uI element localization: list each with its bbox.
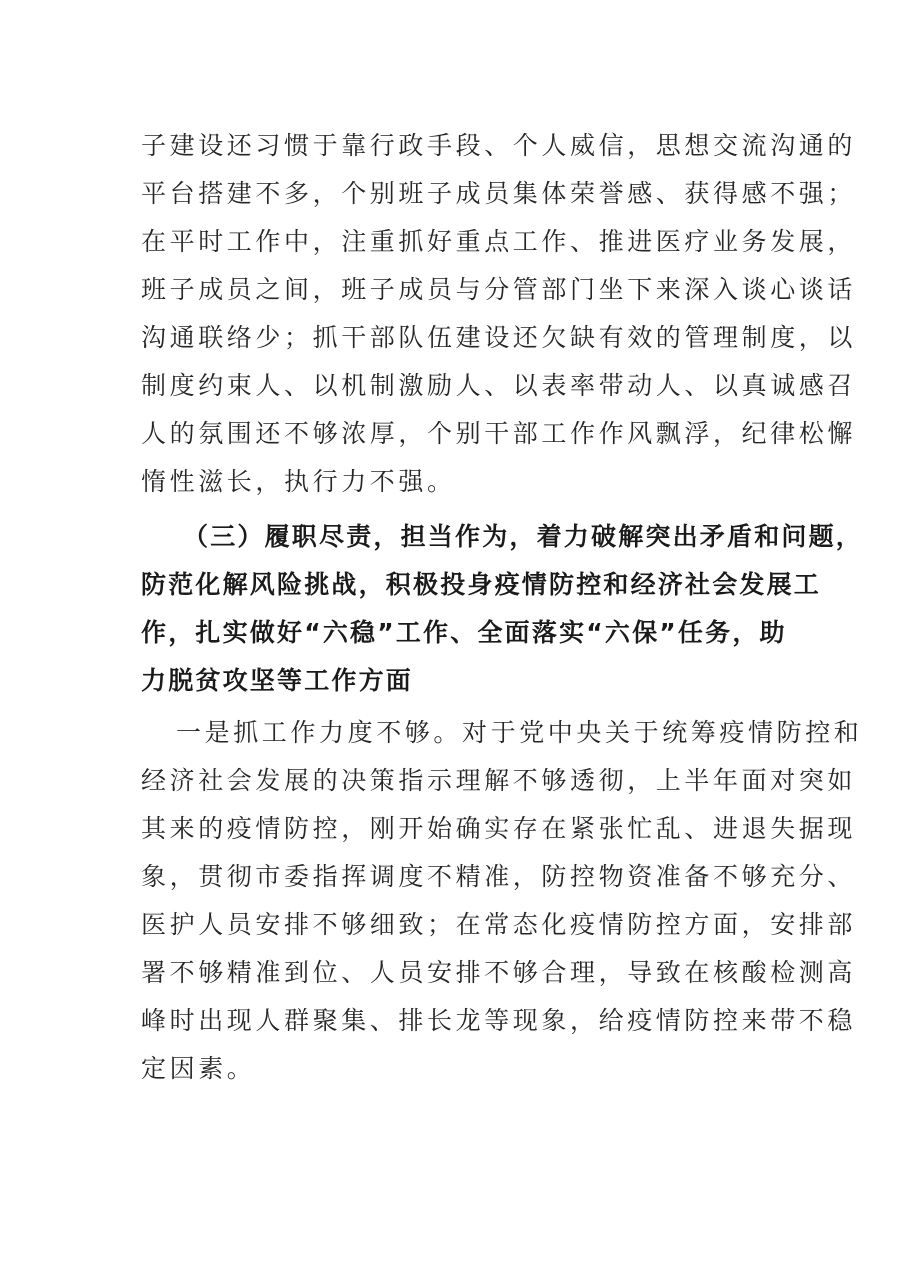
paragraph-1-line: 平台搭建不多，个别班子成员集体荣誉感、获得感不强； xyxy=(141,179,857,208)
paragraph-1-line: 沟通联络少；抓干部队伍建设还欠缺有效的管理制度，以 xyxy=(141,323,857,352)
section-heading-line: 力脱贫攻坚等工作方面 xyxy=(141,666,414,695)
section-heading-line: （三）履职尽责，担当作为，着力破解突出矛盾和问题， xyxy=(183,522,864,551)
paragraph-1-line: 人的氛围还不够浓厚，个别干部工作作风飘浮，纪律松懈 xyxy=(141,419,857,448)
paragraph-1-line: 惰性滋长，执行力不强。 xyxy=(141,467,456,496)
paragraph-2-line: 医护人员安排不够细致；在常态化疫情防控方面，安排部 xyxy=(141,910,857,939)
paragraph-1-line: 子建设还习惯于靠行政手段、个人威信，思想交流沟通的 xyxy=(141,131,857,160)
paragraph-2-line: 峰时出现人群聚集、排长龙等现象，给疫情防控来带不稳 xyxy=(141,1006,857,1035)
paragraph-2-line: 象，贯彻市委指挥调度不精准，防控物资准备不够充分、 xyxy=(141,862,857,891)
section-heading-line: 作，扎实做好“六稳”工作、全面落实“六保”任务，助 xyxy=(141,618,787,647)
paragraph-2-line: 经济社会发展的决策指示理解不够透彻，上半年面对突如 xyxy=(141,766,857,795)
section-heading-line: 防范化解风险挑战，积极投身疫情防控和经济社会发展工 xyxy=(141,570,822,599)
paragraph-1-line: 在平时工作中，注重抓好重点工作、推进医疗业务发展， xyxy=(141,227,857,256)
paragraph-2-line: 定因素。 xyxy=(141,1054,256,1083)
paragraph-1-line: 制度约束人、以机制激励人、以表率带动人、以真诚感召 xyxy=(141,371,857,400)
paragraph-2-line: 署不够精准到位、人员安排不够合理，导致在核酸检测高 xyxy=(141,958,857,987)
paragraph-2-line: 其来的疫情防控，刚开始确实存在紧张忙乱、进退失据现 xyxy=(141,814,857,843)
paragraph-2-line: 一是抓工作力度不够。对于党中央关于统筹疫情防控和 xyxy=(176,718,863,747)
paragraph-1-line: 班子成员之间，班子成员与分管部门坐下来深入谈心谈话 xyxy=(141,275,857,304)
